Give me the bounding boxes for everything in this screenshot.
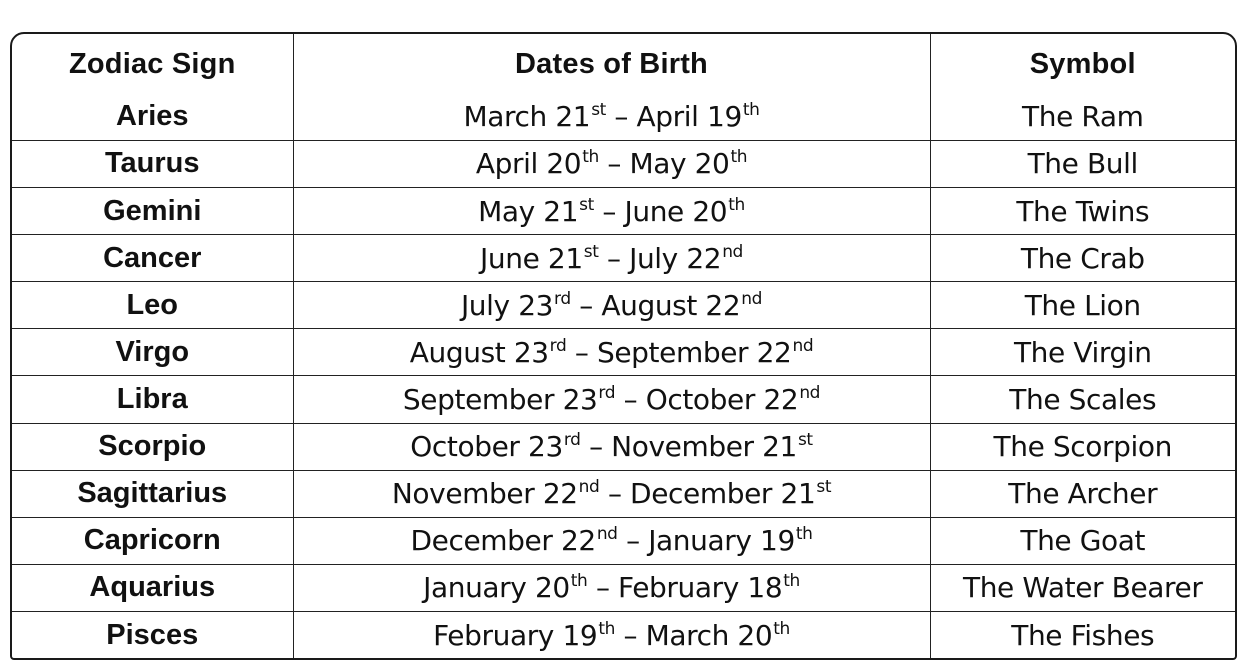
dates-of-birth-cell bbox=[293, 329, 930, 376]
table-row bbox=[12, 612, 1235, 658]
from-date: December 22 bbox=[410, 524, 596, 558]
from-date-suffix: rd bbox=[598, 383, 616, 404]
to-date-suffix: th bbox=[742, 100, 760, 121]
to-date-suffix: st bbox=[797, 430, 813, 451]
from-date-suffix: rd bbox=[554, 288, 571, 309]
from-date: May 21 bbox=[478, 194, 579, 228]
from-date-suffix: st bbox=[591, 100, 606, 121]
from-date: November 22 bbox=[391, 477, 578, 511]
to-date-suffix: nd bbox=[741, 288, 763, 309]
to-date-suffix: st bbox=[816, 477, 832, 498]
from-date-suffix: nd bbox=[578, 477, 600, 498]
from-date-suffix: rd bbox=[549, 335, 567, 356]
to-date-suffix: th bbox=[773, 618, 790, 639]
symbol-cell: The Archer bbox=[930, 470, 1235, 517]
from-date-suffix: nd bbox=[596, 524, 618, 545]
dates-of-birth-cell bbox=[293, 470, 930, 517]
table-row bbox=[12, 282, 1235, 329]
symbol-cell: The Water Bearer bbox=[930, 564, 1235, 611]
dates-of-birth-cell bbox=[293, 282, 930, 329]
from-date: February 19 bbox=[433, 618, 598, 652]
zodiac-sign-cell: Virgo bbox=[12, 329, 293, 376]
from-date-suffix: rd bbox=[563, 430, 581, 451]
table-row bbox=[12, 423, 1235, 470]
zodiac-sign-cell: Libra bbox=[12, 376, 293, 423]
zodiac-sign-cell: Sagittarius bbox=[12, 470, 293, 517]
zodiac-table-frame bbox=[10, 32, 1237, 660]
from-date: January 20 bbox=[423, 571, 570, 605]
date-separator: – bbox=[587, 571, 619, 605]
to-date-suffix: th bbox=[730, 147, 748, 168]
symbol-cell: The Crab bbox=[930, 235, 1235, 282]
to-date-suffix: nd bbox=[792, 335, 814, 356]
date-separator: – bbox=[570, 288, 602, 322]
from-date-suffix: th bbox=[582, 147, 599, 168]
symbol-cell: The Goat bbox=[930, 517, 1235, 564]
zodiac-sign-cell: Gemini bbox=[12, 188, 293, 235]
zodiac-sign-cell: Capricorn bbox=[12, 517, 293, 564]
table-row bbox=[12, 329, 1235, 376]
zodiac-sign-cell: Aries bbox=[12, 94, 293, 140]
to-date: February 18 bbox=[618, 571, 783, 605]
table-row bbox=[12, 376, 1235, 423]
table-row bbox=[12, 140, 1235, 187]
zodiac-sign-cell: Pisces bbox=[12, 612, 293, 658]
from-date: October 23 bbox=[410, 430, 563, 464]
date-separator: – bbox=[598, 241, 630, 275]
table-body bbox=[12, 94, 1235, 658]
header-row bbox=[12, 34, 1235, 94]
to-date-suffix: nd bbox=[722, 241, 743, 262]
to-date: June 20 bbox=[624, 194, 728, 228]
zodiac-sign-cell: Aquarius bbox=[12, 564, 293, 611]
from-date-suffix: th bbox=[598, 618, 615, 639]
dates-of-birth-cell bbox=[293, 423, 930, 470]
symbol-cell: The Virgin bbox=[930, 329, 1235, 376]
to-date: December 21 bbox=[630, 477, 816, 511]
table-row bbox=[12, 564, 1235, 611]
symbol-cell: The Fishes bbox=[930, 612, 1235, 658]
dates-of-birth-cell bbox=[293, 376, 930, 423]
header-zodiac-sign: Zodiac Sign bbox=[12, 34, 293, 94]
zodiac-sign-cell: Leo bbox=[12, 282, 293, 329]
header-symbol: Symbol bbox=[930, 34, 1235, 94]
date-separator: – bbox=[617, 524, 649, 558]
to-date: August 22 bbox=[601, 288, 741, 322]
dates-of-birth-cell bbox=[293, 140, 930, 187]
to-date: April 19 bbox=[636, 100, 742, 134]
table-row bbox=[12, 517, 1235, 564]
symbol-cell: The Bull bbox=[930, 140, 1235, 187]
dates-of-birth-cell bbox=[293, 612, 930, 658]
date-separator: – bbox=[566, 335, 597, 369]
zodiac-sign-cell: Scorpio bbox=[12, 423, 293, 470]
dates-of-birth-cell bbox=[293, 235, 930, 282]
date-separator: – bbox=[605, 100, 637, 134]
from-date: September 23 bbox=[402, 383, 598, 417]
zodiac-sign-cell: Cancer bbox=[12, 235, 293, 282]
from-date: August 23 bbox=[409, 335, 549, 369]
from-date-suffix: st bbox=[583, 241, 599, 262]
from-date-suffix: st bbox=[579, 194, 594, 215]
header-dates-of-birth: Dates of Birth bbox=[293, 34, 930, 94]
symbol-cell: The Scorpion bbox=[930, 423, 1235, 470]
dates-of-birth-cell bbox=[293, 188, 930, 235]
to-date-suffix: nd bbox=[799, 383, 821, 404]
from-date: March 21 bbox=[463, 100, 591, 134]
date-separator: – bbox=[593, 194, 625, 228]
dates-of-birth-cell bbox=[293, 94, 930, 140]
to-date: October 22 bbox=[645, 383, 799, 417]
to-date: January 19 bbox=[648, 524, 795, 558]
from-date: June 21 bbox=[480, 241, 583, 275]
date-separator: – bbox=[598, 147, 630, 181]
dates-of-birth-cell bbox=[293, 517, 930, 564]
date-separator: – bbox=[599, 477, 631, 511]
to-date: May 20 bbox=[629, 147, 730, 181]
table-row bbox=[12, 188, 1235, 235]
to-date: March 20 bbox=[645, 618, 773, 652]
from-date: April 20 bbox=[475, 147, 582, 181]
to-date-suffix: th bbox=[728, 194, 745, 215]
dates-of-birth-cell bbox=[293, 564, 930, 611]
table-row bbox=[12, 235, 1235, 282]
date-separator: – bbox=[614, 618, 646, 652]
to-date-suffix: th bbox=[783, 571, 800, 592]
from-date: July 23 bbox=[460, 288, 554, 322]
to-date: November 21 bbox=[611, 430, 797, 464]
zodiac-table bbox=[12, 34, 1235, 658]
symbol-cell: The Scales bbox=[930, 376, 1235, 423]
to-date: September 22 bbox=[596, 335, 792, 369]
symbol-cell: The Lion bbox=[930, 282, 1235, 329]
date-separator: – bbox=[615, 383, 646, 417]
date-separator: – bbox=[580, 430, 612, 464]
table-row bbox=[12, 470, 1235, 517]
to-date-suffix: th bbox=[795, 524, 813, 545]
symbol-cell: The Twins bbox=[930, 188, 1235, 235]
from-date-suffix: th bbox=[570, 571, 588, 592]
zodiac-sign-cell: Taurus bbox=[12, 140, 293, 187]
symbol-cell: The Ram bbox=[930, 94, 1235, 140]
table-row bbox=[12, 94, 1235, 140]
to-date: July 22 bbox=[629, 241, 722, 275]
